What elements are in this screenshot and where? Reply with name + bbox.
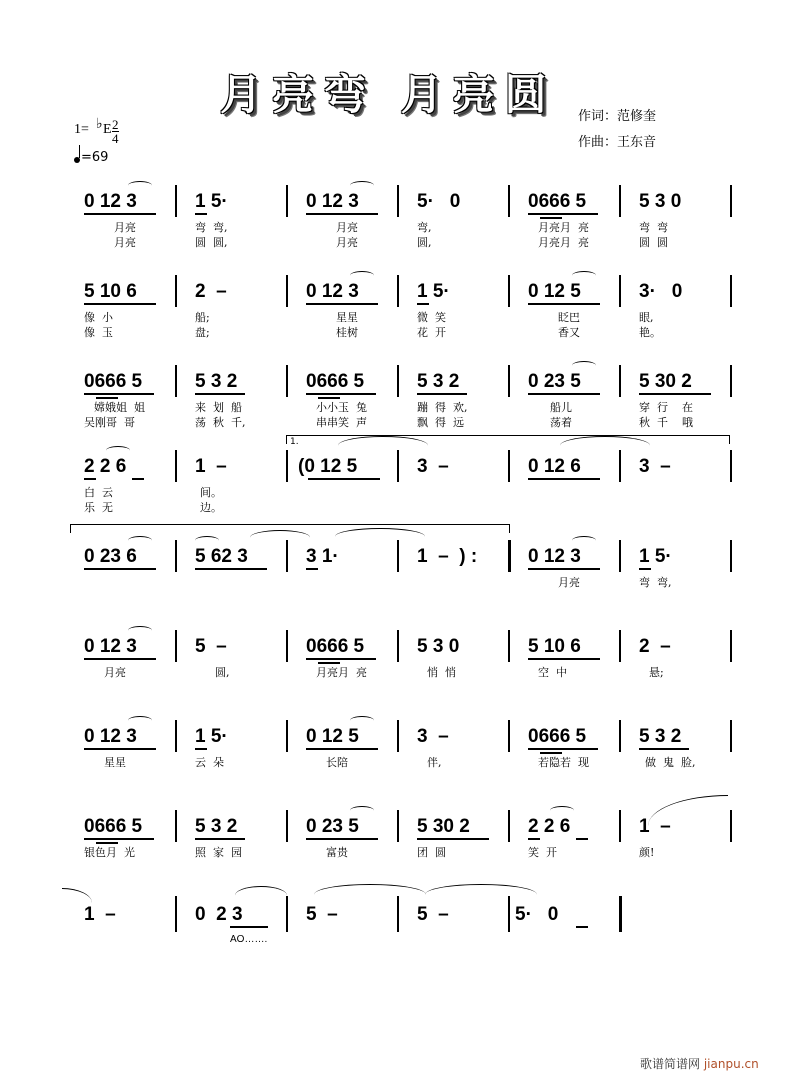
lyric: 云 朵 — [195, 756, 224, 769]
measure-notes: 3 – — [639, 456, 671, 477]
lyric: 白 云 — [84, 486, 113, 499]
lyric: 眼, — [639, 311, 654, 324]
repeat-end-barline — [508, 540, 511, 572]
system-9 — [70, 900, 735, 950]
barline — [175, 896, 177, 932]
lyric: 弯 弯, — [639, 576, 672, 589]
beam — [528, 838, 540, 840]
measure-notes: 0 23 5 — [306, 816, 359, 837]
composer-credit: 作曲：王东音 — [578, 135, 657, 150]
beam — [84, 658, 156, 660]
barline — [730, 810, 732, 842]
measure-notes: 3 1· — [306, 546, 339, 567]
beam — [84, 748, 156, 750]
quarter-note-icon — [74, 157, 80, 163]
system-5 — [70, 540, 735, 600]
barline — [730, 185, 732, 217]
lyric: 弯 弯 — [639, 221, 668, 234]
slur — [335, 528, 425, 545]
beam — [528, 568, 600, 570]
beam — [195, 568, 267, 570]
barline — [619, 630, 621, 662]
barline — [508, 185, 510, 217]
lyric: 嫦娥姐 姐 — [94, 401, 145, 414]
beam — [308, 478, 380, 480]
measure-notes: 5 3 2 — [195, 816, 238, 837]
measure-notes: 5 10 6 — [84, 281, 137, 302]
lyric: 来 划 船 — [195, 401, 242, 414]
measure-notes: 5 3 2 — [195, 371, 238, 392]
lyric: 悬; — [649, 666, 664, 679]
measure-notes: 5 3 0 — [639, 191, 682, 212]
key-note: E — [103, 122, 112, 137]
system-4 — [70, 450, 735, 520]
key-prefix: 1= — [74, 122, 89, 137]
slur — [128, 626, 152, 635]
measure-notes: 0 23 6 — [84, 546, 137, 567]
lyric: 小小玉 兔 — [316, 401, 367, 414]
barline — [175, 365, 177, 397]
beam — [576, 926, 588, 928]
beam — [528, 658, 600, 660]
lyric: 圆 圆 — [639, 236, 668, 249]
vocalise-lyric: AO……. — [230, 934, 268, 945]
lyric: 悄 悄 — [427, 666, 456, 679]
measure-notes: 5 – — [306, 904, 338, 925]
lyric: 月亮 — [114, 236, 136, 249]
barline — [286, 275, 288, 307]
lyric: 空 中 — [538, 666, 567, 679]
beam — [84, 568, 156, 570]
slur — [560, 436, 650, 455]
measure-notes: 5 3 0 — [417, 636, 460, 657]
lyric: 吴刚哥 哥 — [84, 416, 135, 429]
slur — [572, 271, 596, 280]
lyric: 照 家 园 — [195, 846, 242, 859]
lyric: 像 小 — [84, 311, 113, 324]
beam — [195, 748, 207, 750]
system-2 — [70, 275, 735, 339]
lyric: 眨巴 — [558, 311, 580, 324]
beam — [639, 568, 651, 570]
watermark — [640, 1055, 759, 1072]
barline — [175, 810, 177, 842]
lyric: 月亮 — [336, 221, 358, 234]
lyric: 船儿 — [550, 401, 572, 414]
barline — [730, 275, 732, 307]
slur — [62, 888, 92, 903]
beam — [306, 213, 378, 215]
barline — [730, 365, 732, 397]
lyric: 伴, — [427, 756, 442, 769]
final-barline — [619, 896, 622, 932]
measure-notes: 1 – — [195, 456, 227, 477]
beam — [639, 748, 689, 750]
measure-notes: 5 3 2 — [417, 371, 460, 392]
slur — [195, 536, 219, 545]
barline — [508, 275, 510, 307]
measure-notes: 3 – — [417, 726, 449, 747]
slur — [250, 530, 310, 545]
beam — [639, 393, 711, 395]
measure-notes: 0666 5 — [84, 371, 143, 392]
measure-notes: 0666 5 — [306, 636, 365, 657]
beam — [528, 213, 598, 215]
system-1 — [70, 185, 735, 249]
beam — [84, 838, 154, 840]
lyric: 长陪 — [326, 756, 348, 769]
lyric: 颜! — [639, 846, 655, 859]
measure-notes: 1 5· — [417, 281, 450, 302]
credits — [578, 104, 656, 156]
measure-notes: 5 30 2 — [639, 371, 692, 392]
beam — [528, 478, 600, 480]
slur — [572, 536, 596, 545]
barline — [508, 630, 510, 662]
barline — [175, 540, 177, 572]
lyric: 飘 得 远 — [417, 416, 464, 429]
measure-notes: 5 – — [195, 636, 227, 657]
barline — [397, 630, 399, 662]
barline — [619, 365, 621, 397]
beam — [195, 393, 245, 395]
measure-notes: 2 2 6 — [84, 456, 127, 477]
measure-notes: 5· 0 — [417, 191, 461, 212]
beam — [528, 748, 598, 750]
system-8 — [70, 810, 735, 860]
barline — [286, 450, 288, 482]
beam — [306, 748, 378, 750]
system-7 — [70, 720, 735, 770]
beam — [306, 658, 376, 660]
beam — [84, 478, 96, 480]
lyricist-credit: 作词：范修奎 — [578, 109, 657, 124]
lyric: 间。 — [200, 486, 222, 499]
lyric: 船; — [195, 311, 210, 324]
measure-notes: 0666 5 — [84, 816, 143, 837]
lyric: 月亮 — [336, 236, 358, 249]
lyric: 月亮月 亮 — [316, 666, 367, 679]
tempo-value: =69 — [81, 150, 109, 165]
measure-notes: 5 30 2 — [417, 816, 470, 837]
watermark-url: jianpu.cn — [703, 1057, 759, 1071]
barline — [175, 275, 177, 307]
lyric: 富贵 — [326, 846, 348, 859]
beam — [576, 838, 588, 840]
barline — [175, 185, 177, 217]
barline — [619, 720, 621, 752]
beam — [528, 393, 600, 395]
slur — [350, 271, 374, 280]
slur — [572, 361, 596, 370]
measure-notes: 2 – — [195, 281, 227, 302]
slur — [350, 181, 374, 190]
barline — [175, 630, 177, 662]
lyric: 微 笑 — [417, 311, 446, 324]
barline — [397, 185, 399, 217]
lyric: 艳。 — [639, 326, 661, 339]
barline — [619, 810, 621, 842]
barline — [286, 720, 288, 752]
barline — [730, 720, 732, 752]
lyric: 串串笑 声 — [316, 416, 367, 429]
measure-notes: 2 – — [639, 636, 671, 657]
system-6 — [70, 630, 735, 680]
measure-notes: 1 – ) : — [417, 546, 478, 567]
lyric: 星星 — [104, 756, 126, 769]
measure-notes: 1 – — [639, 816, 671, 837]
barline — [508, 720, 510, 752]
beam — [306, 568, 318, 570]
barline — [619, 185, 621, 217]
lyric: 荡着 — [550, 416, 572, 429]
slur — [128, 181, 152, 190]
lyric: 弯, — [417, 221, 432, 234]
slur — [128, 716, 152, 725]
lyric: 月亮月 亮 — [538, 221, 589, 234]
measure-notes: 0 12 3 — [306, 281, 359, 302]
lyric: 银色月 光 — [84, 846, 135, 859]
lyric: 边。 — [200, 501, 222, 514]
measure-notes: 1 5· — [195, 191, 228, 212]
barline — [175, 450, 177, 482]
slur — [235, 886, 287, 905]
measure-notes: 0 12 3 — [84, 726, 137, 747]
lyric: 团 圆 — [417, 846, 446, 859]
song-title: 月亮弯 月亮圆 — [220, 70, 557, 119]
beam — [195, 838, 245, 840]
slur — [350, 716, 374, 725]
barline — [619, 275, 621, 307]
measure-notes: 0 12 5 — [528, 281, 581, 302]
beam — [230, 926, 268, 928]
volta-label: 1. — [290, 437, 299, 447]
lyric: 弯 弯, — [195, 221, 228, 234]
beam — [417, 838, 489, 840]
system-3 — [70, 365, 735, 429]
lyric: 圆, — [215, 666, 230, 679]
measure-notes: 0 12 3 — [84, 636, 137, 657]
lyric: 笑 开 — [528, 846, 557, 859]
barline — [397, 365, 399, 397]
key-signature — [74, 117, 119, 146]
beam — [306, 303, 378, 305]
time-signature: $\frac{2}{4}$ — [112, 117, 119, 146]
measure-notes: 0666 5 — [528, 726, 587, 747]
beam — [132, 478, 144, 480]
measure-notes: 5· 0 — [515, 904, 559, 925]
measure-notes: 0 23 5 — [528, 371, 581, 392]
lyric: 圆 圆, — [195, 236, 228, 249]
barline — [286, 810, 288, 842]
beam — [84, 393, 154, 395]
lyric: 若隐若 现 — [538, 756, 589, 769]
barline — [397, 720, 399, 752]
slur — [350, 806, 374, 815]
barline — [286, 630, 288, 662]
measure-notes: 2 2 6 — [528, 816, 571, 837]
barline — [286, 365, 288, 397]
beam — [84, 303, 156, 305]
lyric: 月亮 — [104, 666, 126, 679]
lyric: 月亮 — [114, 221, 136, 234]
flat-icon: ♭ — [96, 117, 103, 132]
slur — [550, 806, 574, 815]
beam — [417, 303, 429, 305]
lyric: 月亮月 亮 — [538, 236, 589, 249]
measure-notes: 1 5· — [195, 726, 228, 747]
measure-notes: 3· 0 — [639, 281, 683, 302]
lyric: 乐 无 — [84, 501, 113, 514]
measure-notes: 0 12 3 — [306, 191, 359, 212]
barline — [508, 450, 510, 482]
lyric: 荡 秋 千, — [195, 416, 246, 429]
beam — [84, 213, 156, 215]
lyric: 圆, — [417, 236, 432, 249]
lyric: 像 玉 — [84, 326, 113, 339]
measure-notes: 5 – — [417, 904, 449, 925]
measure-notes: 1 5· — [639, 546, 672, 567]
barline — [397, 810, 399, 842]
measure-notes: 5 3 2 — [639, 726, 682, 747]
barline — [730, 630, 732, 662]
measure-notes: 0666 5 — [306, 371, 365, 392]
tempo-marking — [74, 150, 108, 165]
measure-notes: 5 10 6 — [528, 636, 581, 657]
barline — [175, 720, 177, 752]
lyric: 盘; — [195, 326, 210, 339]
barline — [286, 185, 288, 217]
lyric: 穿 行 在 — [639, 401, 693, 414]
barline — [730, 540, 732, 572]
beam — [195, 213, 207, 215]
beam — [306, 393, 376, 395]
beam — [306, 838, 378, 840]
barline — [619, 540, 621, 572]
measure-notes: 0 12 3 — [528, 546, 581, 567]
slur — [314, 884, 426, 905]
measure-notes: 0 2 3 — [195, 904, 243, 925]
watermark-site-name: 歌谱简谱网 — [640, 1057, 701, 1071]
measure-notes: 1 – — [84, 904, 116, 925]
lyric: 秋 千 哦 — [639, 416, 693, 429]
measure-notes: 0666 5 — [528, 191, 587, 212]
lyric: 星星 — [336, 311, 358, 324]
measure-notes: (0 12 5 — [298, 456, 358, 477]
lyric: 花 开 — [417, 326, 446, 339]
lyric: 桂树 — [336, 326, 358, 339]
slur — [106, 446, 130, 455]
lyric: 香又 — [558, 326, 580, 339]
lyric: 蹦 得 欢, — [417, 401, 468, 414]
beam — [417, 393, 467, 395]
lyric: 做 鬼 脸, — [645, 756, 696, 769]
beam — [528, 303, 600, 305]
measure-notes: 3 – — [417, 456, 449, 477]
barline — [397, 275, 399, 307]
barline — [508, 365, 510, 397]
measure-notes: 5 62 3 — [195, 546, 248, 567]
measure-notes: 0 12 5 — [306, 726, 359, 747]
measure-notes: 0 12 6 — [528, 456, 581, 477]
slur — [425, 884, 537, 905]
measure-notes: 0 12 3 — [84, 191, 137, 212]
barline — [508, 810, 510, 842]
lyric: 月亮 — [558, 576, 580, 589]
barline — [730, 450, 732, 482]
slur — [128, 536, 152, 545]
slur — [338, 436, 428, 455]
